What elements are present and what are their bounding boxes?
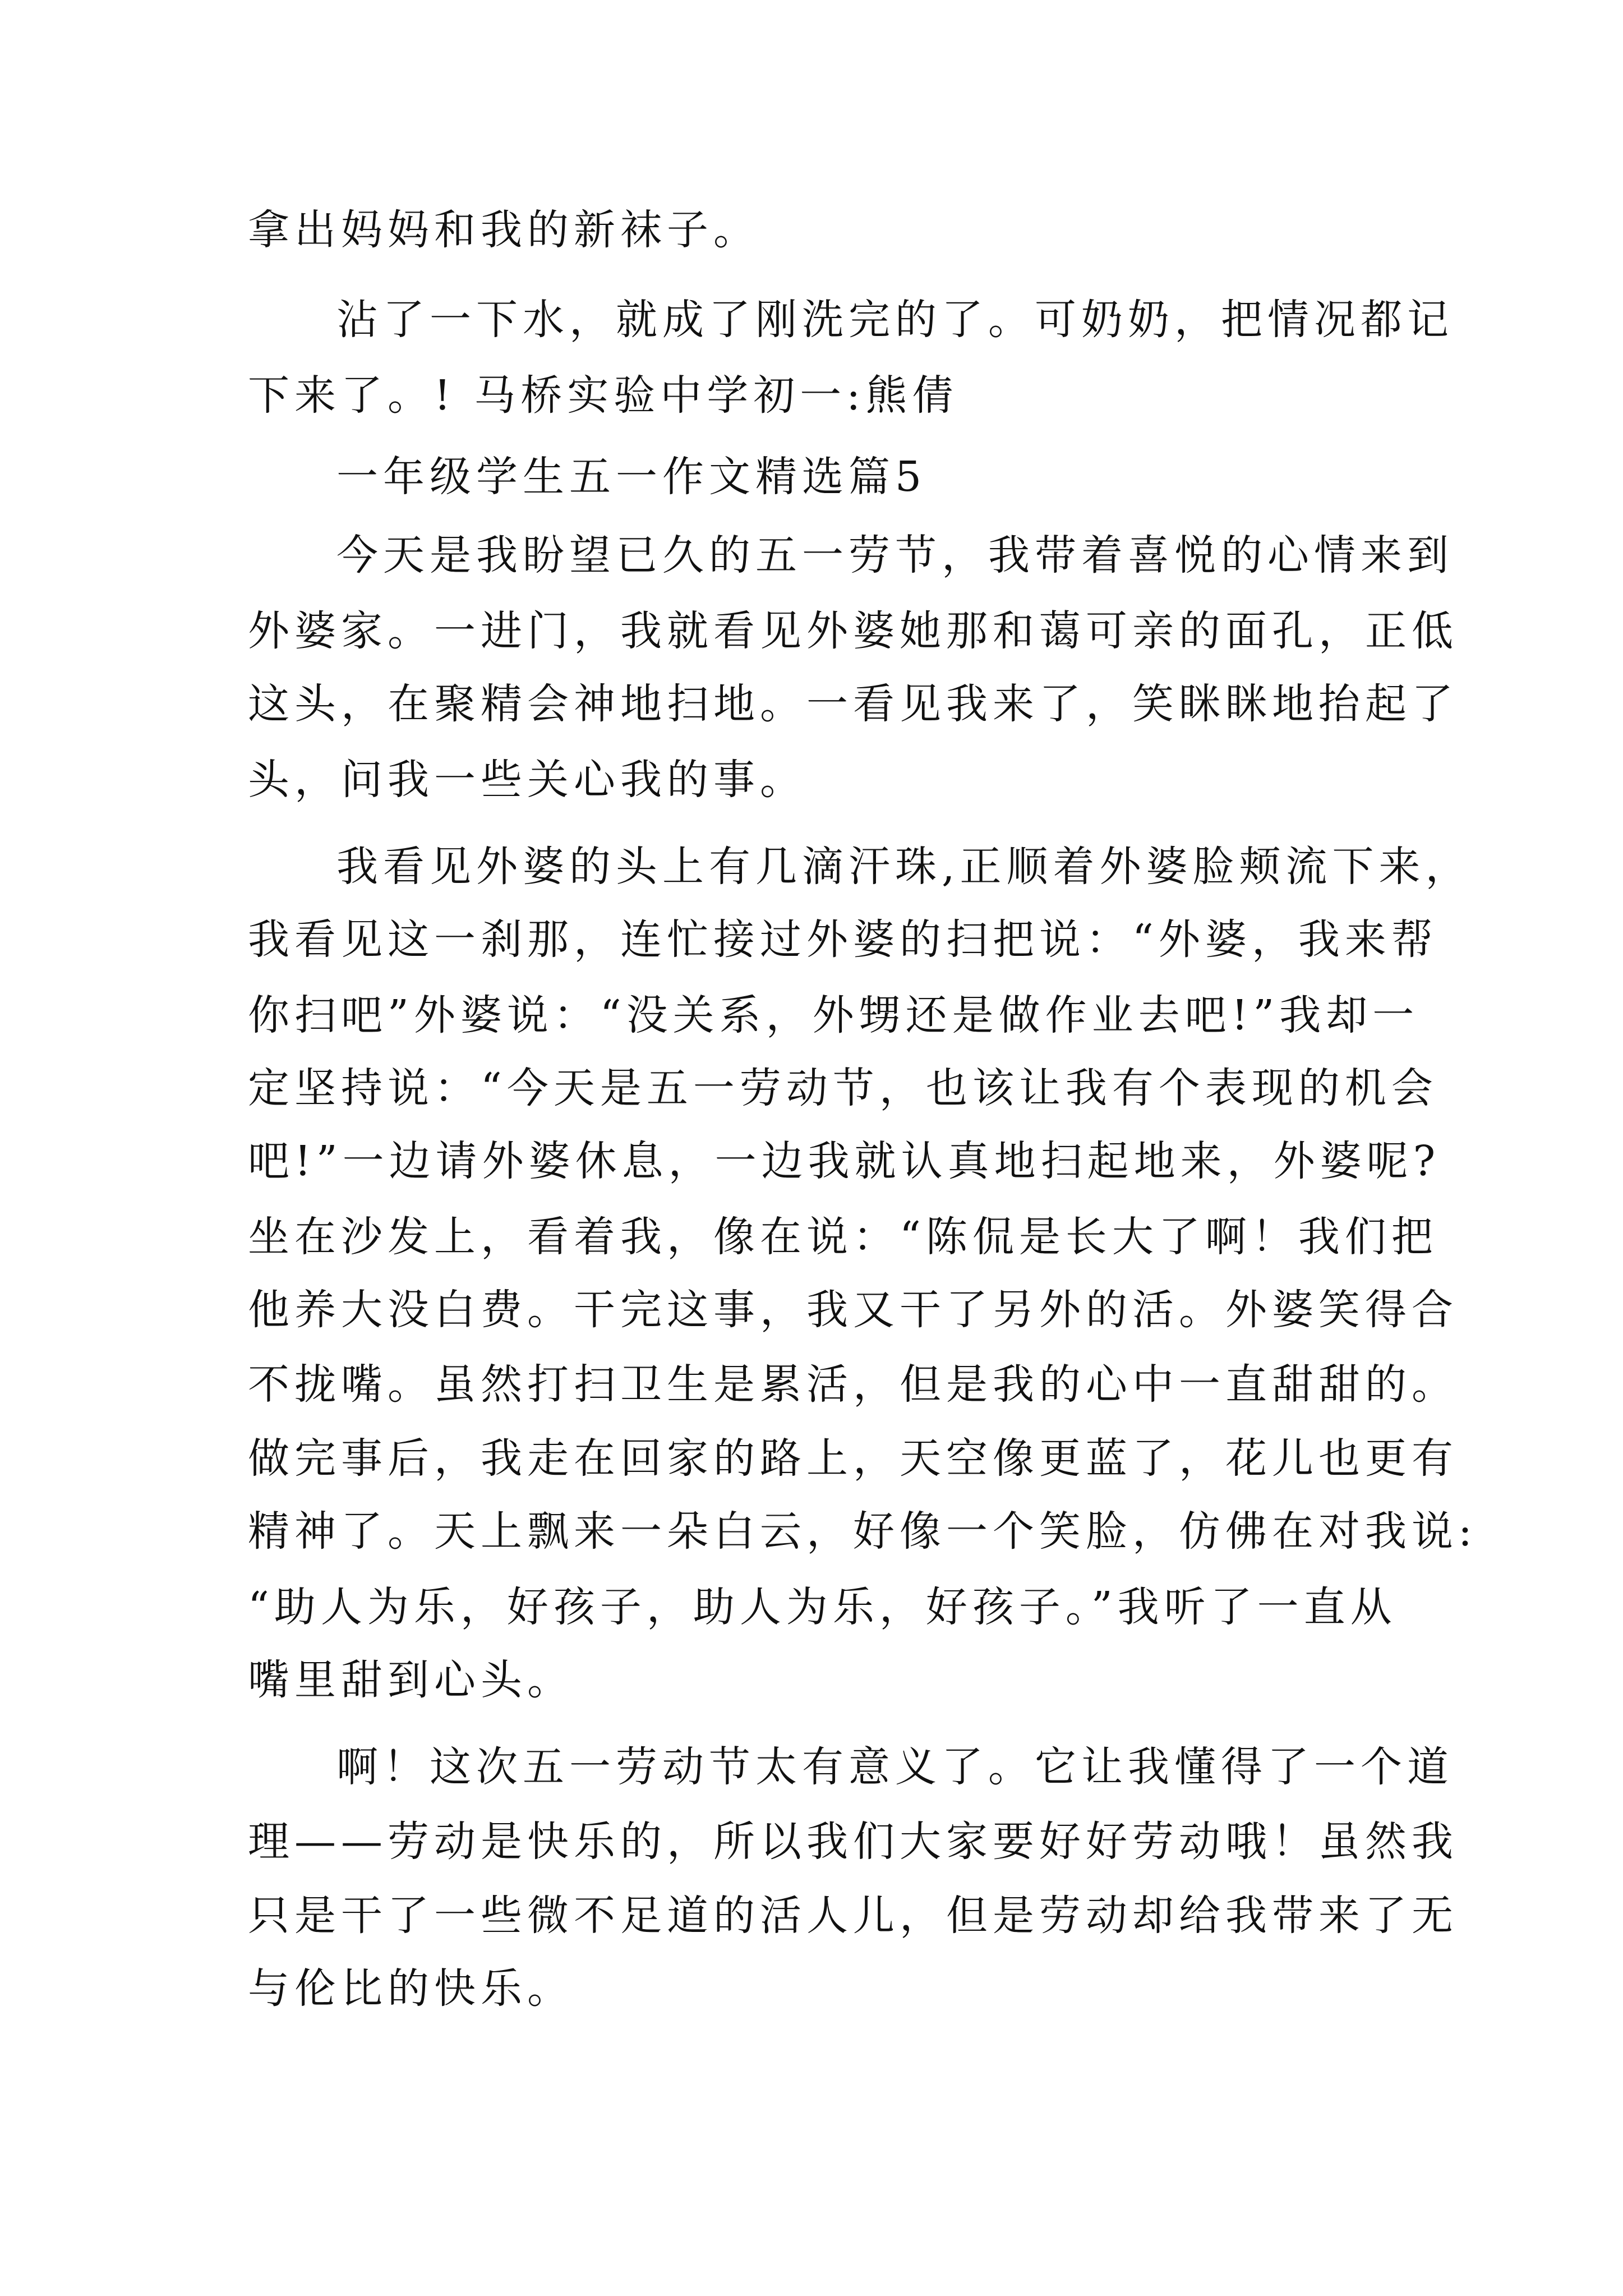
text-line: 嘴里甜到心头。: [248, 1656, 574, 1704]
text-line: 定坚持说：“今天是五一劳动节，也该让我有个表现的机会: [248, 1064, 1438, 1112]
text-line: 沾了一下水，就成了刚洗完的了。可奶奶，把情况都记: [336, 296, 1454, 344]
text-line: 我看见这一刹那，连忙接过外婆的扫把说：“外婆，我来帮: [248, 915, 1438, 964]
text-line: 拿出妈妈和我的新袜子。: [248, 206, 760, 254]
text-line: “助人为乐，好孩子，助人为乐，好孩子。”我听了一直从: [248, 1583, 1397, 1631]
text-line: 精神了。天上飘来一朵白云，好像一个笑脸，仿佛在对我说:: [248, 1507, 1477, 1556]
text-line: 外婆家。一进门，我就看见外婆她那和蔼可亲的面孔，正低: [248, 607, 1458, 655]
text-line: 我看见外婆的头上有几滴汗珠,正顺着外婆脸颊流下来，: [336, 843, 1472, 891]
text-line: 头，问我一些关心我的事。: [248, 756, 806, 804]
text-line: 做完事后，我走在回家的路上，天空像更蓝了，花儿也更有: [248, 1434, 1458, 1483]
text-line: 这头，在聚精会神地扫地。一看见我来了，笑眯眯地抬起了: [248, 680, 1458, 728]
text-line: 不拢嘴。虽然打扫卫生是累活，但是我的心中一直甜甜的。: [248, 1360, 1458, 1409]
text-line: 他养大没白费。干完这事，我又干了另外的活。外婆笑得合: [248, 1286, 1458, 1334]
text-line: 与伦比的快乐。: [248, 1964, 574, 2013]
text-line: 今天是我盼望已久的五一劳节，我带着喜悦的心情来到: [336, 531, 1454, 579]
text-line: 坐在沙发上，看着我，像在说：“陈侃是长大了啊！我们把: [248, 1213, 1438, 1261]
text-line: 理——劳动是快乐的，所以我们大家要好好劳动哦！虽然我: [248, 1818, 1458, 1866]
section-heading: 一年级学生五一作文精选篇5: [336, 453, 927, 501]
text-line: 只是干了一些微不足道的活人儿，但是劳动却给我带来了无: [248, 1892, 1458, 1940]
text-line: 啊！这次五一劳动节太有意义了。它让我懂得了一个道: [336, 1743, 1454, 1791]
text-line: 你扫吧”外婆说：“没关系，外甥还是做作业去吧!”我却一: [248, 991, 1419, 1039]
text-line: 吧!”一边请外婆休息，一边我就认真地扫起地来，外婆呢?: [248, 1137, 1441, 1185]
text-line: 下来了。! 马桥实验中学初一:熊倩: [248, 371, 959, 420]
